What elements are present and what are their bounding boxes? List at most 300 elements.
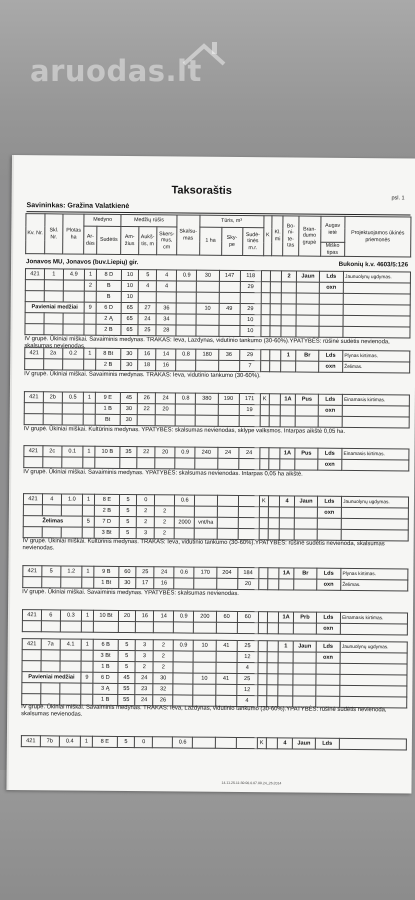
table-cell: 8 E: [93, 736, 118, 747]
table-cell: Plynas kirtimas.: [341, 568, 408, 580]
table-cell: 1 B: [93, 661, 118, 672]
table-cell: [195, 495, 217, 506]
table-cell: [194, 622, 216, 633]
table-cell: 2 B: [95, 505, 120, 516]
table-cell: 5: [118, 650, 136, 661]
table-cell: oxn: [317, 507, 342, 518]
table-cell: 1 B: [93, 694, 118, 705]
table-cell: 20: [118, 610, 136, 621]
hdr-auks: Aukš- tis, m: [138, 227, 156, 255]
table-cell: 0: [137, 495, 155, 506]
table-cell: 10: [121, 291, 139, 302]
table-cell: [280, 459, 296, 470]
table-cell: Br: [296, 350, 318, 361]
table-cell: 421: [25, 348, 44, 359]
table-cell: [340, 663, 407, 675]
cell-kl: [268, 507, 279, 518]
table-cell: [216, 622, 237, 633]
table-cell: [175, 506, 195, 517]
table-cell: 18: [138, 360, 156, 371]
table-cell: [296, 315, 318, 326]
table-cell: [193, 737, 215, 748]
table-cell: 12: [237, 651, 258, 662]
hdr-projekt: Projektuojamos ūkinės priemonės: [345, 216, 411, 257]
row-label: Pavieniai medžiai: [22, 672, 81, 684]
table-cell: 1: [84, 348, 96, 359]
table-cell: oxn: [316, 652, 341, 663]
table-cell: 17: [136, 578, 154, 589]
table-cell: 0.3: [60, 610, 81, 621]
table-cell: [44, 291, 63, 302]
table-cell: [239, 415, 260, 426]
table-cell: 2: [281, 271, 297, 282]
table-cell: 20: [155, 404, 175, 415]
table-cell: [196, 325, 218, 336]
table-cell: [258, 623, 267, 634]
hdr-kl: Kl. mi: [272, 216, 283, 256]
cell-kl: [270, 271, 281, 282]
cell-kl: [268, 496, 279, 507]
table-cell: [281, 315, 297, 326]
table-cell: 3 Bt: [93, 650, 118, 661]
table-cell: [176, 303, 196, 314]
table-cell: [82, 505, 94, 516]
table-cell: 1: [84, 269, 96, 280]
table-cell: 3: [136, 640, 154, 651]
table-cell: [176, 292, 196, 303]
footer-code: 14.11.25.11:30:00.0.07.00.24_26.2014: [221, 780, 282, 786]
table-cell: 4: [237, 662, 258, 673]
table-cell: 14: [156, 349, 176, 360]
table-row: [22, 621, 407, 635]
table-cell: [84, 313, 96, 324]
cell-kl: [266, 738, 277, 749]
cell-kl: [270, 326, 281, 337]
stand-table: [24, 391, 410, 428]
watermark-text: aruodas.lt: [30, 54, 202, 88]
table-cell: [315, 685, 340, 696]
table-cell: 1: [82, 566, 94, 577]
table-cell: [119, 457, 137, 468]
table-cell: [295, 507, 317, 518]
table-cell: [343, 282, 410, 294]
stand-table: [21, 638, 408, 708]
cell-kl: [270, 304, 281, 315]
table-cell: 0.9: [173, 640, 193, 651]
table-cell: 421: [23, 494, 42, 505]
table-cell: 1 Bt: [94, 577, 119, 588]
stand-description: IV grupė. Ūkiniai miškai. Savaiminis medynas. YPATYBĖS: skalsumas nevienodas.: [22, 589, 239, 597]
table-cell: 36: [218, 349, 239, 360]
table-cell: [258, 652, 267, 663]
hdr-bonitetas: Bo- ni- te- tas: [283, 216, 299, 256]
table-cell: 5: [118, 661, 136, 672]
table-cell: 60: [237, 611, 258, 622]
table-cell: 5: [119, 516, 137, 527]
table-cell: [259, 579, 268, 590]
cell-kl: [266, 696, 277, 707]
table-cell: [319, 293, 344, 304]
table-cell: 7a: [41, 639, 60, 650]
table-cell: [22, 683, 41, 694]
table-cell: 36: [156, 303, 176, 314]
cell-kl: [267, 579, 278, 590]
table-cell: 65: [121, 302, 139, 313]
table-cell: [136, 622, 154, 633]
table-cell: [296, 405, 318, 416]
table-cell: [94, 621, 119, 632]
table-cell: [237, 622, 258, 633]
hdr-sklype: Sky- pe: [221, 227, 242, 255]
table-cell: [280, 361, 296, 372]
table-cell: [41, 661, 60, 672]
table-cell: [296, 326, 318, 337]
hdr-skalsumas: Skalsu- mas: [177, 215, 200, 255]
table-cell: 27: [139, 303, 157, 314]
table-cell: 4: [157, 281, 177, 292]
table-cell: 0.6: [175, 495, 195, 506]
table-cell: [217, 458, 238, 469]
cell-kl: [268, 518, 279, 529]
table-cell: 1A: [279, 568, 295, 579]
stand-description: IV grupė. Ūkiniai miškai. Savaiminis medynas. YPATYBĖS: skalsumas nevienodas. Intarpas 0,05 ha aikštė.: [23, 469, 303, 478]
table-cell: 1: [83, 392, 95, 403]
stand-description: IV grupė. Ūkiniai miškai. Savaiminis medynas. TRAKAS: Ieva, vidutinio tankumo (30-60%).: [24, 371, 261, 380]
table-cell: Pus: [295, 448, 317, 459]
table-cell: [278, 685, 294, 696]
table-cell: 1: [80, 736, 92, 747]
table-cell: Lds: [316, 612, 341, 623]
stand-block: [21, 735, 407, 750]
table-cell: Bt: [95, 414, 120, 425]
table-cell: 6 D: [96, 302, 121, 313]
table-cell: [341, 507, 408, 519]
table-cell: 16: [136, 611, 154, 622]
table-cell: 24: [217, 447, 238, 458]
table-cell: 380: [196, 393, 218, 404]
cell-kl: [267, 674, 278, 685]
table-cell: [219, 281, 240, 292]
table-cell: [60, 661, 81, 672]
table-cell: Jaunuolynų ugdymas.: [340, 641, 407, 653]
table-cell: [317, 518, 342, 529]
table-cell: K: [260, 394, 269, 405]
table-cell: 5: [82, 516, 94, 527]
table-cell: 200: [194, 611, 216, 622]
table-cell: [177, 281, 197, 292]
table-cell: 0.9: [177, 270, 197, 281]
table-cell: [173, 684, 193, 695]
table-cell: [176, 325, 196, 336]
stand-description: IV grupė. Ūkiniai miškai. Savaiminis medynas. TRAKAS: Ieva, Lazdynas, vidutinio tankumo (30-60%).YPATYBĖS: rūšinė sudėtis nevienoda, skalsumas nevienodas.: [24, 336, 390, 350]
table-cell: [22, 621, 41, 632]
table-cell: [81, 694, 93, 705]
table-cell: Lds: [316, 641, 341, 652]
table-cell: 184: [237, 567, 258, 578]
table-cell: [22, 661, 41, 672]
table-cell: 421: [21, 736, 40, 747]
table-cell: 3 Ą: [93, 683, 118, 694]
table-cell: [22, 694, 41, 705]
stand-table: [21, 735, 407, 750]
table-cell: [83, 403, 95, 414]
table-cell: 171: [239, 393, 260, 404]
table-cell: [278, 696, 294, 707]
table-cell: 1: [81, 639, 93, 650]
table-cell: 1.2: [61, 566, 82, 577]
table-cell: [197, 281, 219, 292]
stand-table: [24, 347, 410, 373]
hdr-brandumo: Bran- dumo grupė: [298, 216, 320, 256]
table-cell: [173, 651, 193, 662]
table-cell: 3: [137, 528, 155, 539]
table-cell: 5: [117, 736, 135, 747]
table-cell: [153, 737, 173, 748]
table-cell: [216, 662, 237, 673]
table-cell: [41, 694, 60, 705]
table-cell: [41, 683, 60, 694]
table-cell: 26: [153, 695, 173, 706]
cell-kl: [266, 685, 277, 696]
table-cell: [81, 683, 93, 694]
table-cell: Jaun: [294, 641, 316, 652]
cell-kl: [267, 652, 278, 663]
table-cell: [238, 458, 259, 469]
table-cell: 20: [237, 578, 258, 589]
table-cell: 16: [156, 360, 176, 371]
table-cell: [42, 505, 61, 516]
table-cell: [196, 360, 218, 371]
table-cell: [294, 579, 316, 590]
table-cell: [83, 414, 95, 425]
table-cell: 60: [216, 611, 237, 622]
table-cell: [215, 684, 236, 695]
table-cell: [260, 448, 269, 459]
table-cell: 65: [121, 324, 139, 335]
table-cell: [62, 414, 83, 425]
table-cell: Jaunuolynų ugdymas.: [344, 271, 411, 283]
table-cell: 2: [137, 517, 155, 528]
stand-table: [22, 609, 408, 635]
table-cell: 10: [240, 314, 261, 325]
table-cell: oxn: [316, 579, 341, 590]
table-cell: [278, 623, 294, 634]
table-cell: 24: [135, 673, 153, 684]
hdr-misko-tipas: Miško tipas: [320, 242, 344, 256]
table-cell: [44, 359, 63, 370]
table-cell: [279, 518, 295, 529]
table-cell: [259, 507, 268, 518]
table-cell: 7 D: [94, 516, 119, 527]
table-cell: 2 Ą: [96, 313, 121, 324]
table-cell: 10: [121, 280, 139, 291]
table-cell: Želimas.: [343, 361, 410, 373]
table-cell: [196, 292, 218, 303]
table-cell: 19: [239, 404, 260, 415]
stand-block: [22, 565, 408, 591]
table-cell: 4: [139, 281, 157, 292]
table-cell: 421: [22, 610, 41, 621]
table-cell: [82, 527, 94, 538]
table-cell: [258, 641, 267, 652]
table-cell: 3 Bt: [94, 527, 119, 538]
table-cell: 49: [219, 303, 240, 314]
table-cell: 4: [157, 270, 177, 281]
table-cell: 30: [118, 577, 136, 588]
table-cell: 32: [153, 684, 173, 695]
stand-block: [23, 493, 409, 541]
column-header-table: [25, 213, 411, 257]
table-cell: 4: [279, 496, 295, 507]
table-cell: [25, 313, 44, 324]
table-cell: [278, 652, 294, 663]
hdr-ardas: Ar- das: [84, 226, 97, 254]
table-cell: [316, 674, 341, 685]
table-cell: Jaun: [297, 271, 319, 282]
cell-kl: [268, 568, 279, 579]
stand-table: [23, 445, 409, 471]
table-cell: [215, 737, 236, 748]
table-cell: 421: [24, 392, 43, 403]
table-cell: oxn: [316, 623, 341, 634]
table-cell: 2: [154, 528, 174, 539]
table-cell: [216, 578, 237, 589]
table-cell: 6 D: [93, 672, 118, 683]
table-cell: [343, 304, 410, 316]
table-cell: 41: [216, 640, 237, 651]
table-cell: [341, 529, 408, 541]
table-cell: 2b: [43, 392, 62, 403]
table-cell: 0.5: [62, 392, 83, 403]
table-cell: 45: [118, 672, 136, 683]
table-cell: [238, 506, 259, 517]
table-cell: [175, 458, 195, 469]
table-cell: 25: [237, 640, 258, 651]
table-cell: [25, 280, 44, 291]
table-cell: 14: [154, 611, 174, 622]
table-cell: [195, 415, 217, 426]
table-cell: [261, 350, 270, 361]
table-cell: [118, 621, 136, 632]
table-cell: [340, 652, 407, 664]
table-cell: [193, 651, 215, 662]
table-cell: 2 B: [96, 359, 121, 370]
table-cell: 10: [193, 640, 215, 651]
table-cell: Želimas.: [341, 579, 408, 591]
table-cell: [195, 506, 217, 517]
table-cell: 5: [118, 639, 136, 650]
table-cell: 10: [193, 673, 215, 684]
table-cell: 170: [194, 567, 216, 578]
table-cell: [193, 695, 215, 706]
table-cell: [297, 304, 319, 315]
stand-block: [24, 391, 410, 428]
stand-table: [23, 493, 409, 541]
table-cell: [279, 529, 295, 540]
table-cell: 22: [137, 447, 155, 458]
table-cell: [217, 495, 238, 506]
row-label: Pavieniai medžiai: [25, 302, 84, 314]
table-cell: [339, 738, 406, 750]
table-cell: [317, 529, 342, 540]
table-cell: [259, 518, 268, 529]
stand-table: [24, 268, 411, 338]
table-cell: 30: [153, 673, 173, 684]
table-cell: [139, 292, 157, 303]
table-cell: [261, 282, 270, 293]
table-cell: [23, 527, 42, 538]
table-cell: [216, 651, 237, 662]
table-cell: [196, 314, 218, 325]
table-cell: [261, 293, 270, 304]
table-cell: [319, 315, 344, 326]
table-cell: [60, 694, 81, 705]
table-cell: 45: [120, 392, 138, 403]
table-cell: [278, 663, 294, 674]
cell-kl: [269, 405, 280, 416]
table-cell: [238, 495, 259, 506]
table-cell: [342, 416, 409, 428]
table-cell: [138, 415, 156, 426]
table-cell: 1: [44, 269, 63, 280]
table-cell: [278, 674, 294, 685]
cell-kl: [268, 459, 279, 470]
table-cell: 4: [42, 494, 61, 505]
table-cell: [258, 663, 267, 674]
table-cell: 10: [121, 269, 139, 280]
document-title: Taksoraštis: [171, 184, 232, 197]
table-cell: [293, 685, 315, 696]
table-cell: [258, 612, 267, 623]
table-cell: [176, 404, 196, 415]
table-cell: [281, 326, 297, 337]
table-cell: oxn: [318, 405, 343, 416]
table-cell: [340, 623, 407, 635]
table-cell: [60, 621, 81, 632]
table-cell: 5: [119, 527, 137, 538]
table-cell: [95, 457, 120, 468]
table-cell: [61, 527, 82, 538]
table-cell: 421: [22, 639, 41, 650]
table-cell: Jaun: [293, 738, 315, 749]
table-cell: 0.6: [173, 737, 193, 748]
table-cell: 2: [153, 640, 173, 651]
table-cell: [23, 577, 42, 588]
table-cell: [258, 685, 267, 696]
table-cell: 29: [240, 303, 261, 314]
table-cell: 4: [236, 695, 257, 706]
table-cell: [22, 650, 41, 661]
table-cell: 12: [236, 684, 257, 695]
stand-description: IV grupė. Ūkiniai miškai. Savaiminis medynas. TRAKAS: Ieva, Lazdynas, vidutinio tankumo (30-60%).YPATYBĖS: rūšinė sudėtis nevienoda, skalsumas nevienodas.: [21, 704, 387, 718]
table-cell: oxn: [317, 459, 342, 470]
table-cell: [280, 405, 296, 416]
table-cell: 24: [239, 447, 260, 458]
table-cell: [293, 663, 315, 674]
table-cell: [24, 457, 43, 468]
table-cell: [295, 459, 317, 470]
cell-kl: [267, 623, 278, 634]
table-cell: [193, 684, 215, 695]
table-cell: [24, 403, 43, 414]
table-cell: Lds: [318, 394, 343, 405]
table-cell: 9: [84, 302, 96, 313]
table-cell: [219, 292, 240, 303]
table-cell: [195, 458, 217, 469]
hdr-skl: Skl. Nr.: [44, 214, 63, 254]
table-cell: [259, 568, 268, 579]
table-cell: 10: [196, 303, 218, 314]
